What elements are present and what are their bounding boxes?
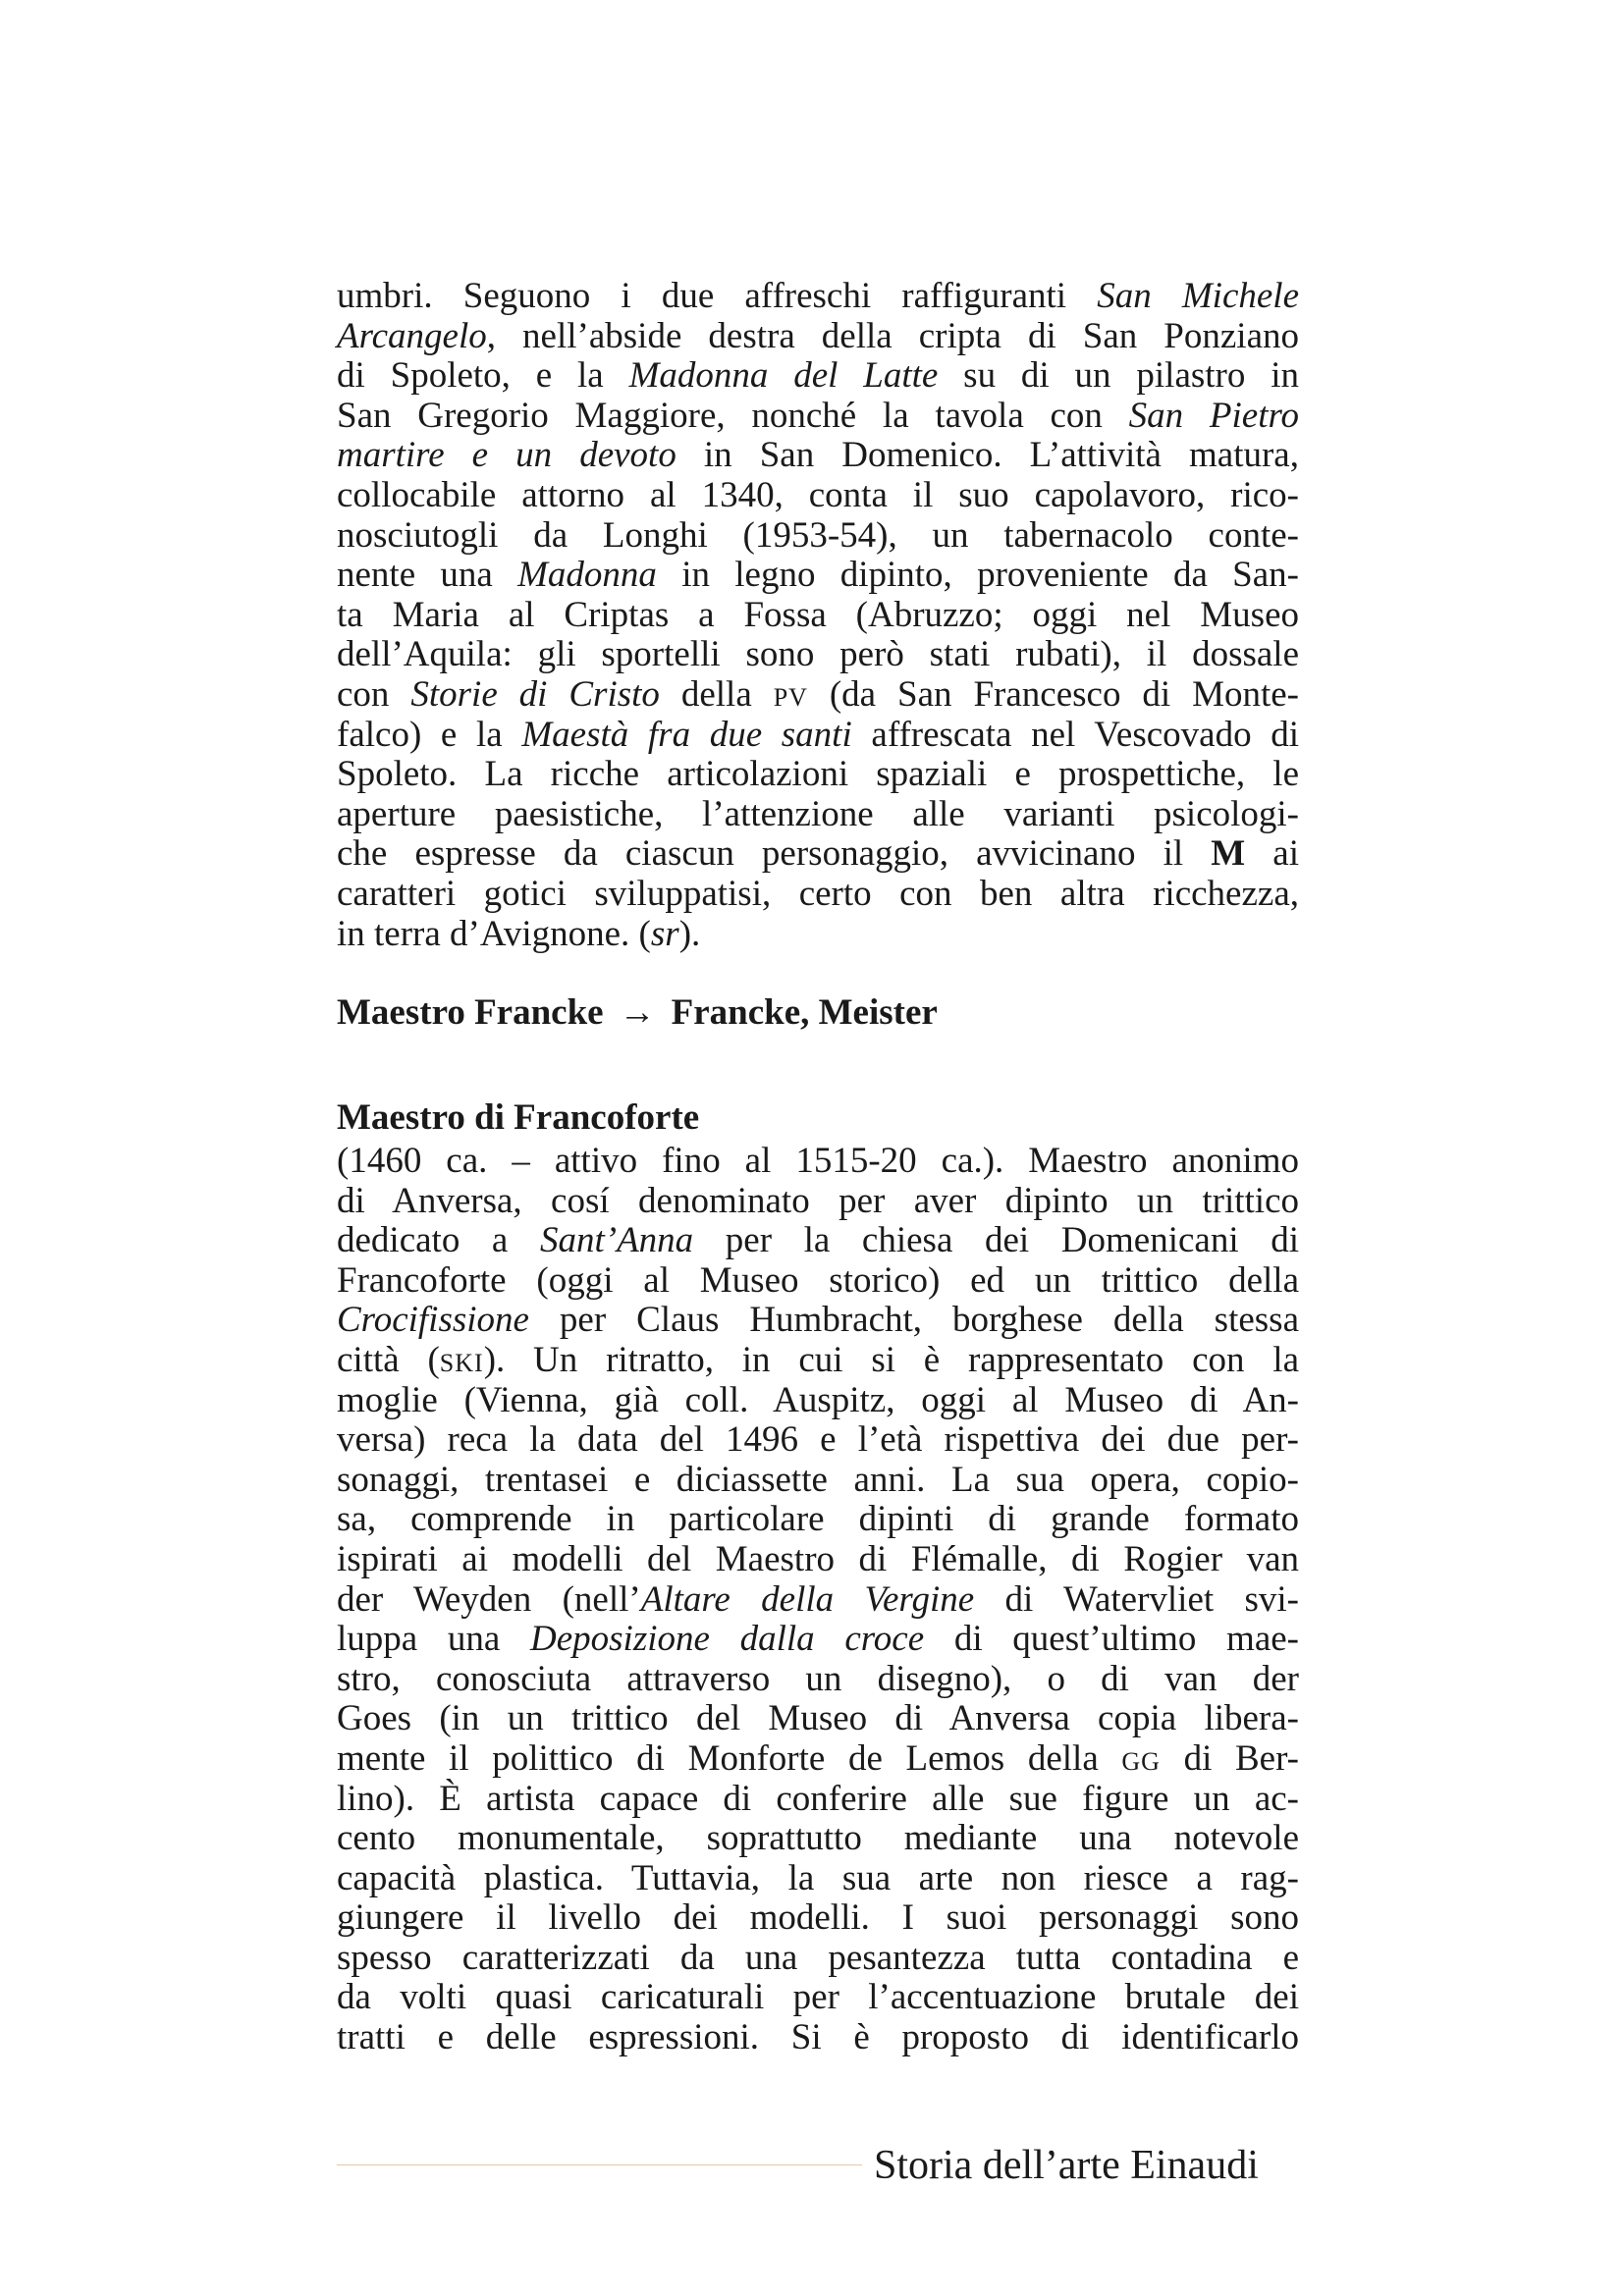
text-line: stro, conosciuta attraverso un disegno), o di van der — [337, 1658, 1299, 1699]
cross-reference-source: Maestro Francke — [337, 992, 604, 1033]
text-line: der Weyden (nell’Altare della Vergine di Watervliet svi- — [337, 1578, 1300, 1620]
text-line: umbri. Seguono i due affreschi raffiguranti San Michele — [337, 276, 1300, 316]
text-line: San Gregorio Maggiore, nonché la tavola con San Pietro — [337, 395, 1299, 436]
text-line: città (ski). Un ritratto, in cui si è rappresentato con la — [337, 1339, 1299, 1380]
text-line: (1460 ca. – attivo fino al 1515-20 ca.). Maestro anonimo — [337, 1141, 1299, 1181]
text-line: sa, comprende in particolare dipinti di grande formato — [337, 1499, 1299, 1540]
text-line: ta Maria al Criptas a Fossa (Abruzzo; oggi nel Museo — [337, 594, 1299, 635]
text-line: di Anversa, cosí denominato per aver dipinto un trittico — [337, 1180, 1299, 1221]
text-line: lino). È artista capace di conferire alle sue figure un ac- — [337, 1778, 1299, 1819]
text-line: spesso caratterizzati da una pesantezza tutta contadina e — [337, 1937, 1299, 1978]
text-line: da volti quasi caricaturali per l’accentuazione brutale dei — [337, 1977, 1299, 2018]
text-line: nente una Madonna in legno dipinto, proveniente da San- — [337, 555, 1300, 596]
text-line: caratteri gotici sviluppatisi, certo con ben altra ricchezza, — [337, 873, 1299, 914]
entry-continuation-text — [337, 277, 1299, 954]
text-line: luppa una Deposizione dalla croce di quest’ultimo mae- — [337, 1619, 1299, 1660]
text-line: Spoleto. La ricche articolazioni spaziali e prospettiche, le — [337, 754, 1299, 795]
text-line: sonaggi, trentasei e diciassette anni. La sua opera, copio- — [337, 1459, 1299, 1500]
text-line: Francoforte (oggi al Museo storico) ed un trittico della — [337, 1259, 1299, 1301]
text-line: cento monumentale, soprattutto mediante una notevole — [337, 1818, 1299, 1859]
cross-reference-heading — [337, 991, 938, 1034]
text-line: martire e un devoto in San Domenico. L’attività matura, — [337, 435, 1299, 476]
text-line: tratti e delle espressioni. Si è proposto di identificarlo — [337, 2017, 1299, 2058]
text-line: collocabile attorno al 1340, conta il suo capolavoro, rico- — [337, 474, 1299, 515]
text-line: falco) e la Maestà fra due santi affrescata nel Vescovado di — [337, 714, 1300, 755]
text-line: in terra d’Avignone. (sr). — [337, 913, 701, 954]
text-line: Goes (in un trittico del Museo di Anversa copia libera- — [337, 1698, 1299, 1739]
text-line: dedicato a Sant’Anna per la chiesa dei Domenicani di — [337, 1220, 1300, 1261]
text-line: aperture paesistiche, l’attenzione alle varianti psicologi- — [337, 793, 1299, 834]
text-line: giungere il livello dei modelli. I suoi personaggi sono — [337, 1897, 1299, 1939]
see-arrow-icon: → — [619, 992, 656, 1033]
text-line: con Storie di Cristo della pv (da San Francesco di Monte- — [337, 673, 1300, 715]
footer-rule — [337, 2164, 862, 2165]
text-line: nosciutogli da Longhi (1953-54), un tabernacolo conte- — [337, 514, 1299, 556]
text-line: mente il polittico di Monforte de Lemos della gg di Ber- — [337, 1737, 1299, 1779]
text-line: capacità plastica. Tuttavia, la sua arte non riesce a rag- — [337, 1857, 1299, 1898]
footer-publication-title: Storia dell’arte Einaudi — [874, 2143, 1259, 2188]
text-line: che espresse da ciascun personaggio, avvicinano il M ai — [337, 833, 1299, 875]
entry-heading: Maestro di Francoforte — [337, 1097, 700, 1138]
text-line: moglie (Vienna, già coll. Auspitz, oggi al Museo di An- — [337, 1379, 1299, 1420]
text-line: Crocifissione per Claus Humbracht, borghese della stessa — [337, 1300, 1299, 1341]
text-line: ispirati ai modelli del Maestro di Flémalle, di Rogier van — [337, 1538, 1299, 1579]
text-line: di Spoleto, e la Madonna del Latte su di un pilastro in — [337, 355, 1299, 397]
cross-reference-target: Francke, Meister — [671, 992, 938, 1033]
text-line: versa) reca la data del 1496 e l’età rispettiva dei due per- — [337, 1419, 1299, 1461]
text-line: Arcangelo, nell’abside destra della cripta di San Ponziano — [337, 315, 1299, 356]
text-line: dell’Aquila: gli sportelli sono però stati rubati), il dossale — [337, 634, 1299, 675]
entry-body-text — [337, 1142, 1299, 2058]
